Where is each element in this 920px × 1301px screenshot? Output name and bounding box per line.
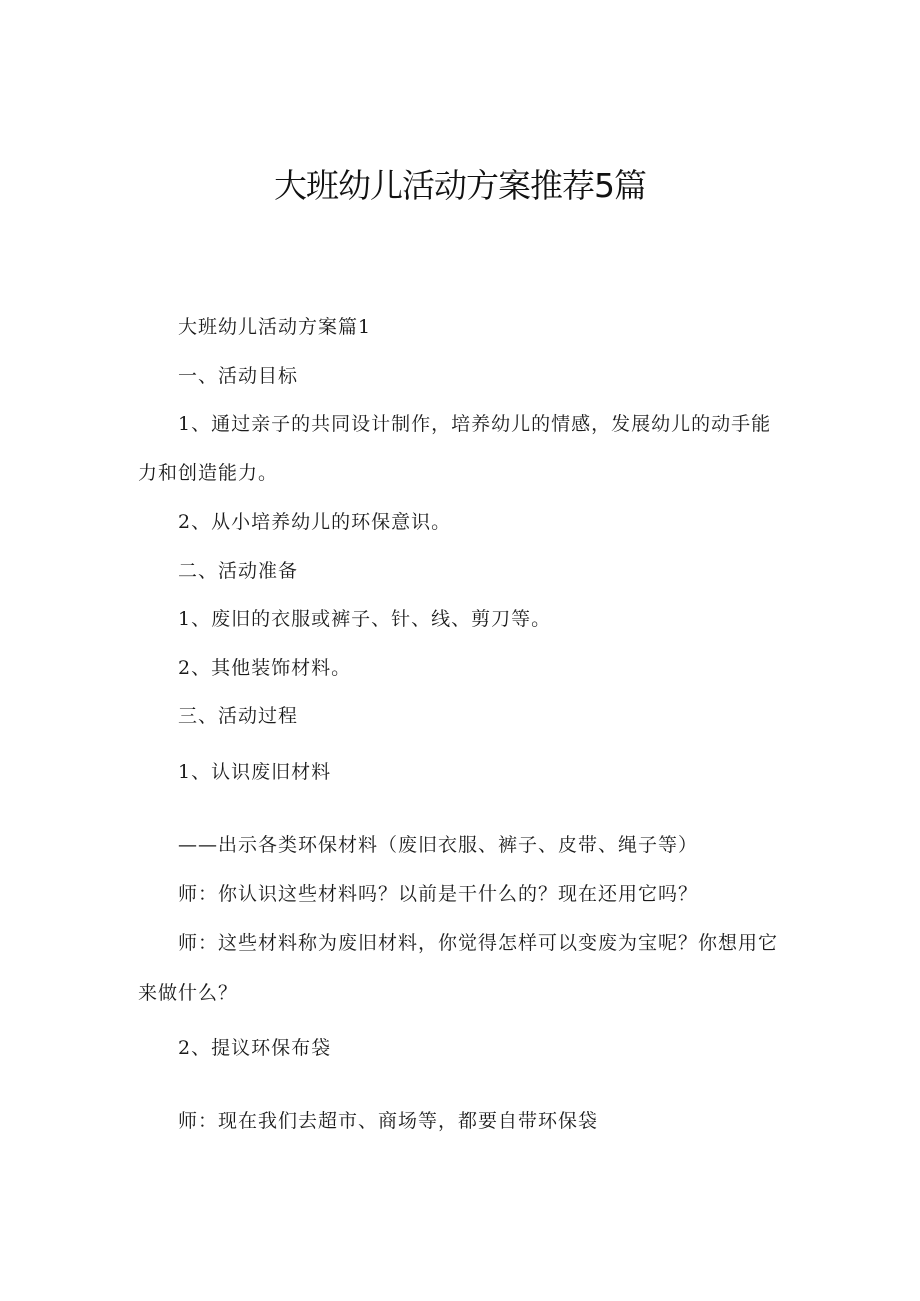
paragraph-line: 师：这些材料称为废旧材料，你觉得怎样可以变废为宝呢？你想用它 xyxy=(178,932,779,954)
paragraph-line: 2、提议环保布袋 xyxy=(178,1037,332,1059)
paragraph-line: 师：现在我们去超市、商场等，都要自带环保袋 xyxy=(178,1110,599,1132)
paragraph-line: 师：你认识这些材料吗？以前是干什么的？现在还用它吗？ xyxy=(178,883,699,905)
subsection-heading: 三、活动过程 xyxy=(178,705,299,727)
section-heading: 大班幼儿活动方案篇1 xyxy=(178,316,372,338)
subsection-heading: 一、活动目标 xyxy=(178,365,299,387)
paragraph-line: 2、其他装饰材料。 xyxy=(178,657,352,679)
paragraph-line: 1、认识废旧材料 xyxy=(178,761,332,783)
paragraph-line: 力和创造能力。 xyxy=(138,462,279,484)
paragraph-line: 1、通过亲子的共同设计制作，培养幼儿的情感，发展幼儿的动手能 xyxy=(178,413,772,435)
paragraph-line: 2、从小培养幼儿的环保意识。 xyxy=(178,511,452,533)
document-title: 大班幼儿活动方案推荐5篇 xyxy=(274,166,646,205)
paragraph-line: 来做什么？ xyxy=(138,982,239,1004)
subsection-heading: 二、活动准备 xyxy=(178,560,299,582)
paragraph-line: 1、废旧的衣服或裤子、针、线、剪刀等。 xyxy=(178,608,552,630)
paragraph-line: ——出示各类环保材料（废旧衣服、裤子、皮带、绳子等） xyxy=(178,834,699,856)
